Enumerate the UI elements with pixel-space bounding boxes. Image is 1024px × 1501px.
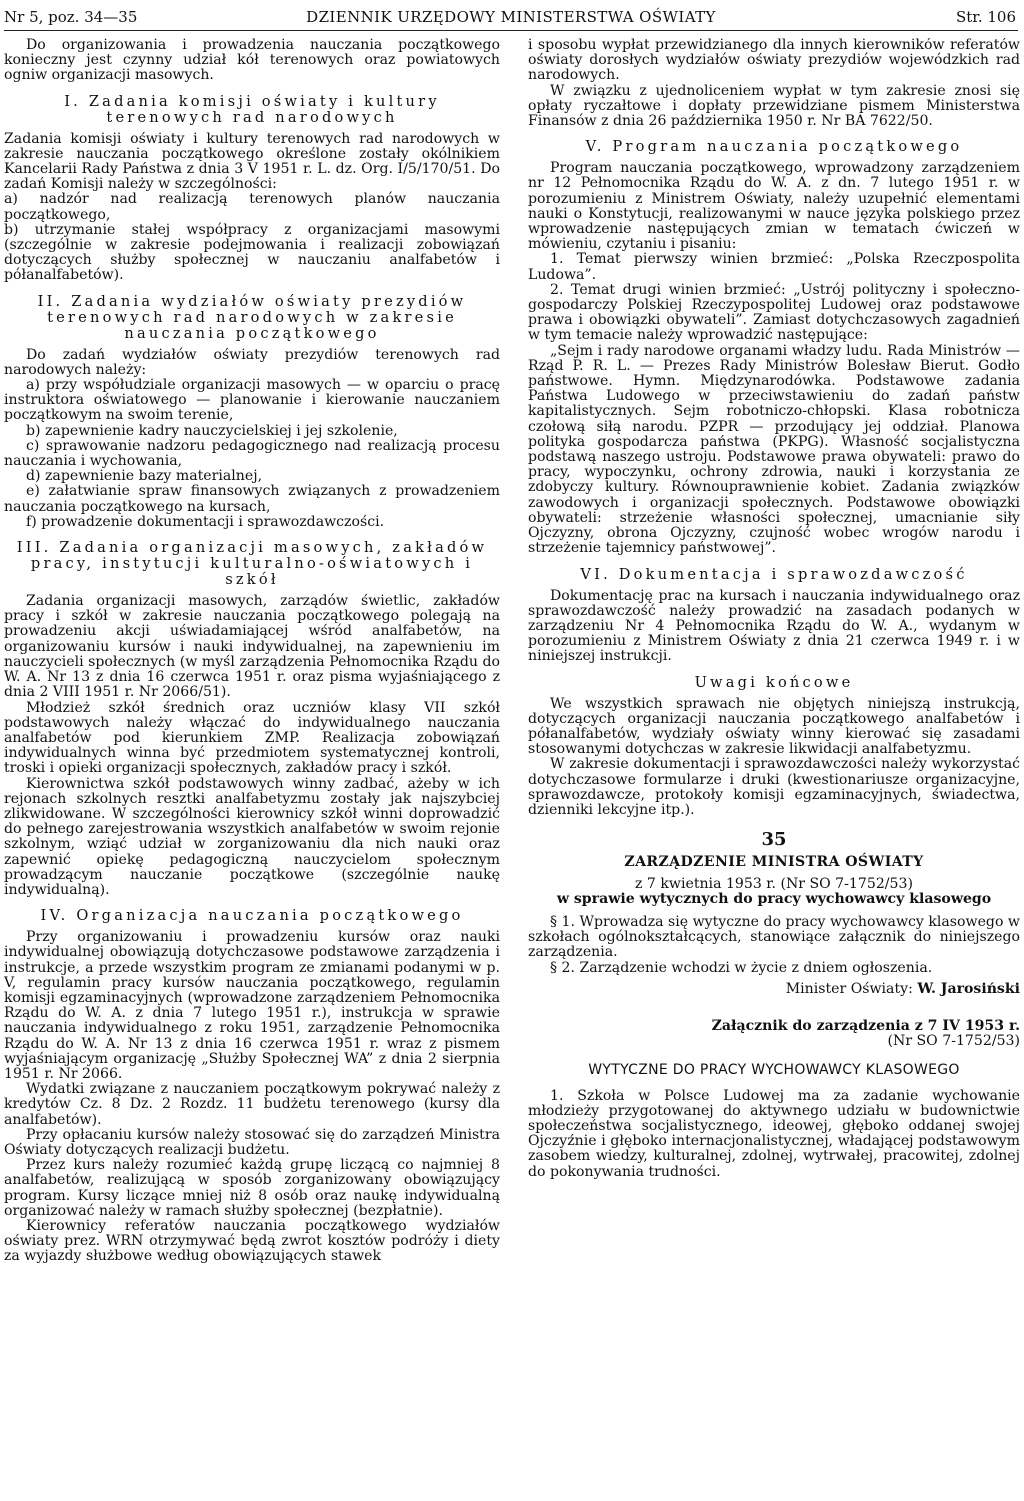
section-5-heading: V. Program nauczania początkowego bbox=[585, 138, 963, 156]
signature-line bbox=[528, 982, 1020, 997]
ordinance-subject: w sprawie wytycznych do pracy wychowawcy klasowego bbox=[556, 890, 992, 907]
section-4-paragraph-4: Przez kurs należy rozumieć każdą grupę liczącą co najmniej 8 analfabetów, realizującą w sposób zorganizowany obowiązujący program. Kursy liczące mniej niż 8 osób oraz naukę indywidualną organizować należy w ramach służby społecznej (bezpłatnie). bbox=[4, 1157, 500, 1219]
section-1-paragraph: Zadania komisji oświaty i kultury terenowych rad narodowych w zakresie nauczania początkowego określone zostały okólnikiem Kancelarii Rady Państwa z dnia 3 V 1951 r. L. dz. Org. I/5/170/51. Do zadań Komisji należy w szczególności: bbox=[4, 130, 500, 193]
closing-remarks-heading: Uwagi końcowe bbox=[694, 673, 854, 691]
page-number: Str. 106 bbox=[956, 8, 1016, 26]
section-5-item-2: 2. Temat drugi winien brzmieć: „Ustrój polityczny i społeczno-gospodarczy Polskiej Rzeczypospolitej Ludowej oraz podstawowe prawa i obowiązki obywateli”. Zamiast dotychczasowych zagadnień w tym temacie należy wprowadzić następujące: bbox=[528, 281, 1020, 344]
minister-label: Minister Oświaty: bbox=[785, 980, 913, 997]
section-5-item-1: 1. Temat pierwszy winien brzmieć: „Polska Rzeczpospolita Ludowa”. bbox=[528, 251, 1020, 283]
annex-note bbox=[528, 1019, 1020, 1049]
page-header bbox=[4, 4, 1018, 31]
section-4-paragraph-3: Przy opłacaniu kursów należy stosować się do zarządzeń Ministra Oświaty dotyczących realizacji budżetu. bbox=[4, 1126, 500, 1158]
section-1-item-b: b) utrzymanie stałej współpracy z organizacjami masowymi (szczególnie w zakresie podejmowania i realizacji zobowiązań dotyczących służby społecznej w nauczaniu analfabetów i półanalfabetów). bbox=[4, 221, 500, 284]
section-4-paragraph-1: Przy organizowaniu i prowadzeniu kursów oraz nauki indywidualnej obowiązują dotychczasowe podstawowe zarządzenia i instrukcje, a przede wszystkim program ze zmianami podanymi w p. V, regulamin pracy kursów nauczania początkowego, regulamin komisji egzaminacyjnych (wprowadzone zarządzeniem Pełnomocnika Rządu do W. A. z dnia 7 lutego 1951 r.), instrukcja w sprawie nauczania indywidualnego z roku 1951, zarządzenie Pełnomocnika Rządu do W. A. Nr 13 z dnia 16 czerwca 1951 r. wraz z pismem wyjaśniającym organizację „Służby Społecznej WA” z dnia 2 sierpnia 1951 r. Nr 2066. bbox=[4, 929, 500, 1082]
guidelines-paragraph-1: 1. Szkoła w Polsce Ludowej ma za zadanie wychowanie młodzieży przygotowanej do aktywnego udziału w budownictwie społeczeństwa socjalistycznego, ideowej, głęboko oddanej swojej Ojczyźnie i głęboko internacjonalistycznej, władającej podstawowym zasobem wiedzy, kulturalnej, zdolnej, wytrwałej, pracowitej, zdolnej do pokonywania trudności. bbox=[528, 1087, 1020, 1180]
section-5-paragraph: Program nauczania początkowego, wprowadzony zarządzeniem nr 12 Pełnomocnika Rządu do W. A. z dn. 7 lutego 1951 r. w porozumieniu z Ministrem Oświaty, należy uzupełnić elementami nauki o Konstytucji, realizowanymi w nauce języka polskiego przez wprowadzenie następujących zmian w tematach ćwiczeń w mówieniu, czytaniu i pisaniu: bbox=[528, 160, 1020, 253]
section-2-item-d: d) zapewnienie bazy materialnej, bbox=[26, 468, 263, 485]
section-2-item-a: a) przy współudziale organizacji masowych — w oparciu o pracę instruktora oświatowego — planowanie i kierowanie nauczaniem początkowym na swoim terenie, bbox=[4, 377, 500, 424]
section-3-paragraph-3: Kierownictwa szkół podstawowych winny zadbać, ażeby w ich rejonach szkolnych resztki analfabetyzmu zostały jak najszybciej zlikwidowane. W szczególności kierownicy szkół winni doprowadzić do pełnego zarejestrowania wszystkich analfabetów w swoim rejonie szkolnym, wziąć udział w zorganizowaniu dla nich nauki oraz zapewnić opiekę pedagogiczną nauczycielom społecznym prowadzącym nauczanie początkowe (szczególnie naukę indywidualną). bbox=[4, 775, 500, 898]
section-2-paragraph: Do zadań wydziałów oświaty prezydiów terenowych rad narodowych należy: bbox=[4, 346, 500, 378]
section-2-item-e: e) załatwianie spraw finansowych związanych z prowadzeniem nauczania początkowego na kursach, bbox=[4, 483, 500, 515]
paragraph-2: § 2. Zarządzenie wchodzi w życie z dniem ogłoszenia. bbox=[550, 959, 933, 976]
section-2-item-f: f) prowadzenie dokumentacji i sprawozdawczości. bbox=[26, 513, 385, 530]
section-2-heading: II. Zadania wydziałów oświaty prezydiów terenowych rad narodowych w zakresie nauczania początkowego bbox=[37, 292, 467, 342]
section-4-paragraph-2: Wydatki związane z nauczaniem początkowym pokrywać należy z kredytów Cz. 8 Dz. 2 Rozdz. 11 budżetu terenowego (kursy dla analfabetów). bbox=[4, 1081, 500, 1128]
guidelines-title: WYTYCZNE DO PRACY WYCHOWAWCY KLASOWEGO bbox=[588, 1062, 960, 1079]
section-5-quote: „Sejm i rady narodowe organami władzy ludu. Rada Ministrów — Rząd P. R. L. — Prezes Rady Ministrów Bolesław Bierut. Godło państwowe. Hymn. Międzynarodówka. Podstawowe zadania Państwa Ludowego w przeciwstawieniu do zadań państw kapitalistycznych. Sejm robotniczo-chłopski. Klasa robotnicza czołową siłą narodu. PZPR — przodujący jej oddział. Planowa polityka gospodarcza państwa (PKPG). Własność socjalistyczna podstawą naszego ustroju. Podstawowe prawa obywateli: prawo do pracy, wypoczynku, ochrony zdrowia, nauki i korzystania ze zdobyczy kultury. Równouprawnienie kobiet. Zadania związków zawodowych i organizacji społecznych. Podstawowe obowiązki obywateli: strzeżenie własności społecznej, umacnianie siły Ojczyzny, obrona Ojczyzny, czujność wobec wrogów narodu i strzeżenie tajemnicy państwowej”. bbox=[528, 342, 1020, 557]
left-column bbox=[4, 38, 500, 1499]
closing-remarks-paragraph-1: We wszystkich sprawach nie objętych niniejszą instrukcją, dotyczących organizacji nauczania początkowego analfabetów i półanalfabetów, wydziały oświaty winny kierować się zasadami stosowanymi dotychczas w zakresie likwidacji analfabetyzmu. bbox=[528, 695, 1020, 758]
issue-number: Nr 5, poz. 34—35 bbox=[4, 8, 138, 26]
section-1-heading: I. Zadania komisji oświaty i kultury terenowych rad narodowych bbox=[64, 92, 440, 126]
section-3-paragraph-1: Zadania organizacji masowych, zarządów świetlic, zakładów pracy i szkół w zakresie nauczania początkowego polegają na prowadzeniu akcji uświadamiającej wśród analfabetów, na organizowaniu kursów i nauki indywidualnej, na zapewnieniu im nauczycieli społecznych (w myśl zarządzenia Pełnomocnika Rządu do W. A. Nr 13 z dnia 16 czerwca 1951 r. oraz pisma wyjaśniającego z dnia 2 VIII 1951 r. Nr 2066/51). bbox=[4, 593, 500, 701]
section-1-item-a: a) nadzór nad realizacją terenowych planów nauczania początkowego, bbox=[4, 191, 500, 223]
section-6-heading: VI. Dokumentacja i sprawozdawczość bbox=[580, 565, 968, 583]
continuation-paragraph-2: W związku z ujednoliceniem wypłat w tym zakresie znosi się opłaty ryczałtowe i dopłaty przewidziane pismem Ministerstwa Finansów z dnia 26 października 1950 r. Nr BA 7622/50. bbox=[528, 82, 1020, 130]
continuation-paragraph-1: i sposobu wypłat przewidzianego dla innych kierowników referatów oświaty dorosłych wydziałów oświaty prezydiów wojewódzkich rad narodowych. bbox=[528, 38, 1020, 84]
ordinance-date: z 7 kwietnia 1953 r. (Nr SO 7-1752/53) bbox=[635, 875, 913, 892]
paragraph-1: § 1. Wprowadza się wytyczne do pracy wychowawcy klasowego w szkołach ogólnokształcących, stanowiące załącznik do niniejszego zarządzenia. bbox=[528, 913, 1020, 961]
annex-line-2: (Nr SO 7-1752/53) bbox=[887, 1033, 1020, 1050]
right-column bbox=[528, 38, 1020, 1499]
annex-line-1: Załącznik do zarządzenia z 7 IV 1953 r. bbox=[711, 1017, 1020, 1034]
section-2-item-c: c) sprawowanie nadzoru pedagogicznego nad realizacją procesu nauczania i wychowania, bbox=[4, 437, 500, 470]
section-2-item-b: b) zapewnienie kadry nauczycielskiej i jej szkolenie, bbox=[26, 422, 398, 439]
section-4-paragraph-5: Kierownicy referatów nauczania początkowego wydziałów oświaty prez. WRN otrzymywać będą zwrot kosztów podróży i diety za wyjazdy służbowe według obowiązujących stawek bbox=[4, 1218, 500, 1265]
section-3-heading: III. Zadania organizacji masowych, zakładów pracy, instytucji kulturalno-oświatowych i szkół bbox=[16, 539, 488, 589]
ordinance-title: ZARZĄDZENIE MINISTRA OŚWIATY bbox=[624, 854, 924, 871]
section-6-paragraph: Dokumentację prac na kursach i nauczania indywidualnego oraz sprawozdawczość należy prowadzić na zasadach podanych w zarządzeniu Nr 4 Pełnomocnika Rządu do W. A., wydanym w porozumieniu z Ministrem Oświaty z dnia 21 czerwca 1949 r. i w niniejszej instrukcji. bbox=[528, 587, 1020, 665]
section-4-heading: IV. Organizacja nauczania początkowego bbox=[40, 907, 464, 925]
intro-paragraph: Do organizowania i prowadzenia nauczania początkowego konieczny jest czynny udział kół terenowych oraz powiatowych ogniw organizacji masowych. bbox=[4, 38, 500, 84]
closing-remarks-paragraph-2: W zakresie dokumentacji i sprawozdawczości należy wykorzystać dotychczasowe formularze i druki (kwestionariusze organizacyjne, sprawozdawcze, protokoły komisji egzaminacyjnych, świadectwa, dzienniki lekcyjne itp.). bbox=[528, 756, 1020, 818]
item-number: 35 bbox=[761, 829, 787, 851]
journal-title: DZIENNIK URZĘDOWY MINISTERSTWA OŚWIATY bbox=[306, 8, 716, 26]
section-3-paragraph-2: Młodzież szkół średnich oraz uczniów klasy VII szkół podstawowych należy włączać do indywidualnego nauczania analfabetów pod kierunkiem ZMP. Realizacja zobowiązań indywidualnych winna być przedmiotem systematycznej kontroli, troski i opieki organizacji społecznych, zakładów pracy i szkół. bbox=[4, 699, 500, 777]
minister-name: W. Jarosiński bbox=[917, 980, 1020, 997]
